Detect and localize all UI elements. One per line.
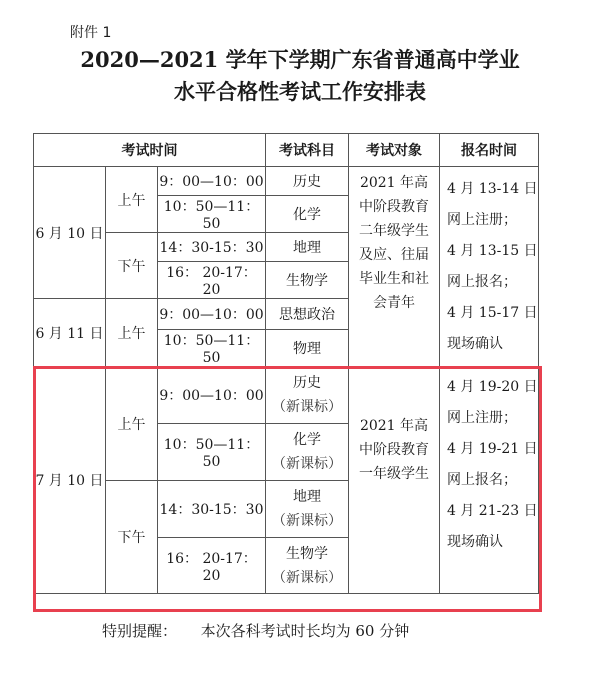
registration-cell-group1 — [440, 167, 539, 367]
attachment-label: 附件 1 — [70, 25, 112, 41]
registration-line: 现场确认 — [447, 534, 503, 550]
subject-cell: 思想政治 — [266, 299, 349, 330]
time-cell: 9：00—10：00 — [158, 299, 266, 330]
table-row — [34, 367, 539, 424]
reminder-text: 本次各科考试时长均为 60 分钟 — [200, 622, 410, 640]
header-target: 考试对象 — [349, 134, 440, 167]
header-registration: 报名时间 — [440, 134, 539, 167]
reminder-label: 特别提醒： — [102, 622, 178, 640]
subject-name: 地理 — [293, 489, 321, 505]
subject-cell — [266, 538, 349, 594]
target-line: 及应、往届 — [359, 246, 429, 263]
target-line: 二年级学生 — [359, 222, 429, 239]
registration-line: 4 月 13-15 日 — [447, 242, 538, 259]
time-cell: 16： 20-17：20 — [158, 262, 266, 299]
date-cell: 6 月 11 日 — [34, 299, 106, 367]
subject-name: 化学 — [293, 432, 321, 448]
target-line: 2021 年高 — [359, 418, 429, 434]
subject-note: （新课标） — [272, 399, 342, 415]
target-line: 2021 年高 — [359, 174, 429, 191]
time-cell: 10：50—11：50 — [158, 196, 266, 233]
time-cell: 9：00—10：00 — [158, 367, 266, 424]
subject-cell: 物理 — [266, 330, 349, 367]
subject-cell — [266, 367, 349, 424]
time-cell: 16： 20-17：20 — [158, 538, 266, 594]
subject-name: 生物学 — [286, 545, 328, 562]
period-cell: 下午 — [106, 481, 158, 594]
subject-note: （新课标） — [272, 456, 342, 472]
subject-cell: 历史 — [266, 167, 349, 196]
period-cell: 下午 — [106, 233, 158, 299]
subject-cell — [266, 424, 349, 481]
page-title-line1: 2020—2021 学年下学期广东省普通高中学业 — [80, 47, 520, 72]
time-cell: 9：00—10：00 — [158, 167, 266, 196]
header-subject: 考试科目 — [266, 134, 349, 167]
subject-cell: 化学 — [266, 196, 349, 233]
target-line: 中阶段教育 — [359, 442, 429, 458]
table-row — [34, 167, 539, 196]
subject-note: （新课标） — [272, 513, 342, 529]
target-line: 中阶段教育 — [359, 198, 429, 215]
registration-line: 4 月 13-14 日 — [447, 180, 538, 197]
page-title-line2: 水平合格性考试工作安排表 — [174, 79, 426, 104]
registration-line: 4 月 21-23 日 — [447, 503, 538, 519]
exam-schedule-table — [33, 133, 539, 594]
target-line: 毕业生和社 — [359, 270, 429, 287]
table-header-row — [34, 134, 539, 167]
time-cell: 14：30-15：30 — [158, 481, 266, 538]
target-line: 会青年 — [373, 294, 415, 311]
period-cell: 上午 — [106, 367, 158, 481]
time-cell: 10：50—11：50 — [158, 424, 266, 481]
target-line: 一年级学生 — [359, 466, 429, 482]
registration-cell-group2 — [440, 367, 539, 594]
registration-line: 网上注册； — [447, 410, 517, 426]
registration-line: 网上注册； — [447, 211, 517, 228]
registration-line: 网上报名； — [447, 273, 517, 290]
registration-line: 4 月 19-20 日 — [447, 379, 538, 395]
registration-line: 网上报名； — [447, 472, 517, 488]
target-cell-group1 — [349, 167, 440, 367]
subject-cell — [266, 481, 349, 538]
date-cell: 6 月 10 日 — [34, 167, 106, 299]
registration-line: 4 月 19-21 日 — [447, 441, 538, 457]
target-cell-group2 — [349, 367, 440, 594]
time-cell: 10：50—11：50 — [158, 330, 266, 367]
subject-cell: 生物学 — [266, 262, 349, 299]
period-cell: 上午 — [106, 167, 158, 233]
registration-line: 4 月 15-17 日 — [447, 304, 538, 321]
date-cell: 7 月 10 日 — [34, 367, 106, 594]
subject-name: 历史 — [293, 375, 321, 391]
header-exam-time: 考试时间 — [34, 134, 266, 167]
subject-cell: 地理 — [266, 233, 349, 262]
period-cell: 上午 — [106, 299, 158, 367]
subject-note: （新课标） — [272, 569, 342, 586]
registration-line: 现场确认 — [447, 335, 503, 352]
reminder-note — [102, 620, 409, 641]
time-cell: 14：30-15：30 — [158, 233, 266, 262]
